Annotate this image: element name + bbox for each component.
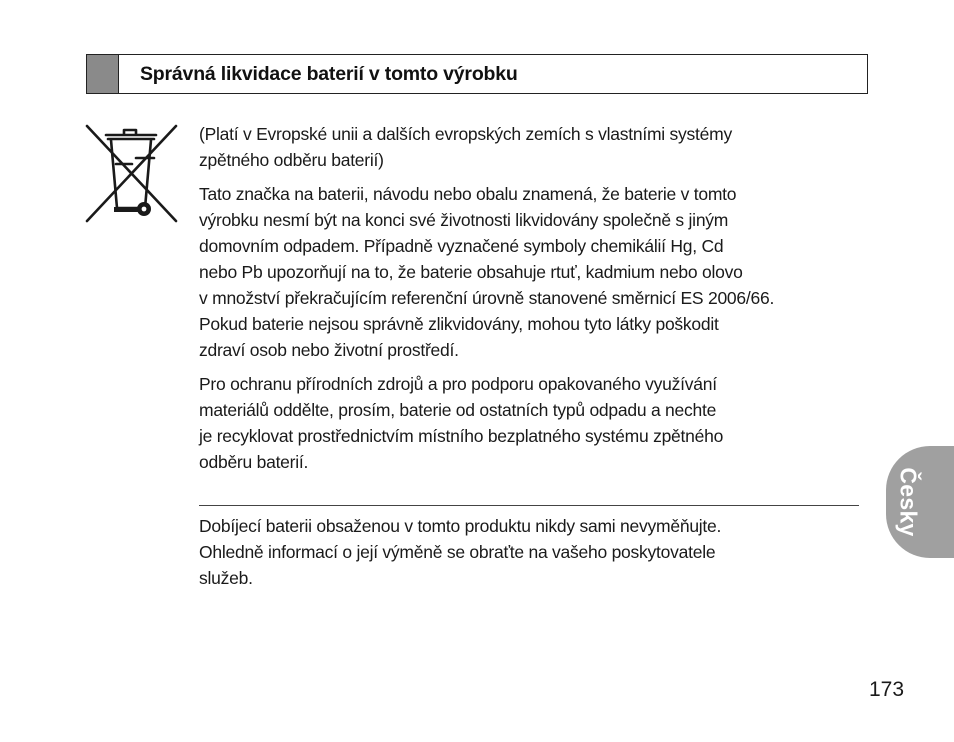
language-tab-label: Česky xyxy=(895,467,922,537)
page-number: 173 xyxy=(869,678,905,701)
language-tab xyxy=(886,446,954,558)
recycling-paragraph: Pro ochranu přírodních zdrojů a pro podporu opakovaného využívání materiálů oddělte, prosím, baterie od ostatních typů odpadu a nechte je recyklovat prostřednictvím místního bezplatného systému zpětného odběru baterií. xyxy=(199,374,724,472)
body-text xyxy=(199,121,861,483)
divider xyxy=(199,505,859,506)
meaning-paragraph: Tato značka na baterii, návodu nebo obalu znamená, že baterie v tomto výrobku nesmí být na konci své životnosti likvidovány společně s jiným domovním odpadem. Případně vyznačené symboly chemikálií Hg, Cd nebo Pb upozorňují na to, že baterie obsahuje rtuť, kadmium nebo olovo v množství překračujícím referenční úrovně stanovené směrnicí ES 2006/66. Pokud baterie nejsou správně zlikvidovány, mohou tyto látky poškodit zdraví osob nebo životní prostředí. xyxy=(199,184,775,360)
battery-replacement-note: Dobíjecí baterii obsaženou v tomto produktu nikdy sami nevyměňujte. Ohledně informací o její výměně se obraťte na vašeho poskytovatele služeb. xyxy=(199,516,722,588)
section-title: Správná likvidace baterií v tomto výrobku xyxy=(140,63,518,85)
section-header-marker xyxy=(87,55,119,93)
section-header xyxy=(86,54,868,94)
crossed-out-wheelie-bin-icon xyxy=(84,124,178,224)
scope-paragraph: (Platí v Evropské unii a dalších evropských zemích s vlastními systémy zpětného odběru baterií) xyxy=(199,124,732,170)
